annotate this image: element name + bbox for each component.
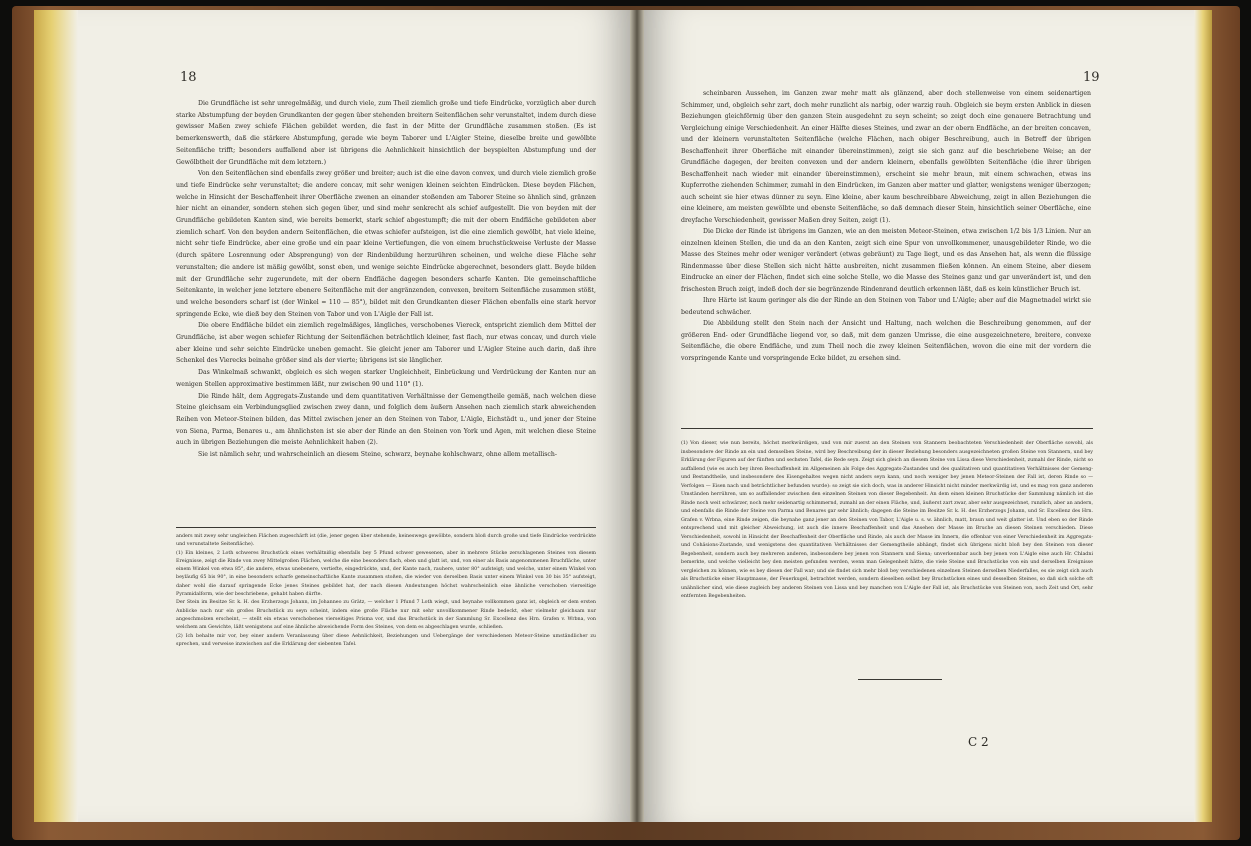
footnote-divider-left — [176, 527, 596, 528]
footnote-divider-right — [681, 428, 1093, 429]
paragraph: Die obere Endfläche bildet ein ziemlich regelmäßiges, längliches, verschobenes Viereck, entspricht ziemlich dem Mittel der Grundfläche, ist aber wegen schiefer Richtung der Seitenflächen beträchtlich kleiner, fast flach, nur etwas concav, und durch viele aber kleine und sehr seichte Eindrücke uneben gemacht. Sie gleicht jener am Taborer und L'Aigler Steine auch darin, daß ihre Schenkel des Vierecks beinahe größer sind als der vierte; übrigens ist sie länglicher. — [176, 322, 596, 365]
paragraph: Die Grundfläche ist sehr unregelmäßig, und durch viele, zum Theil ziemlich große und tiefe Eindrücke, vorzüglich aber durch starke Abstumpfung der beyden Grundkanten der gegen über stehenden breitern Seitenflächen sehr verunstaltet, indem durch diese gewisser Maßen zwey schiefe Flächen gebildet werden, die fast in der Mitte der Grundfläche zusammen stoßen. (Es ist bemerkenswerth, daß die stärkere Abstumpfung, gerade wie beym Taborer und L'Aigler Steine, dieselbe breite und gewölbte Seitenfläche trifft; besonders auffallend aber ist übrigens die Aehnlichkeit hinsichtlich der beyspielten Abstumpfung und der Gewölbtheit der Grundfläche mit dem letztern.) — [176, 100, 596, 166]
paragraph: Die Rinde hält, dem Aggregats-Zustande und dem quantitativen Verhältnisse der Gemengtheile gemäß, nach welchen diese Steine gleichsam ein Verbindungsglied zwischen zwey dann, und folglich dem äußern Ansehen nach ziemlich stark abweichenden Reihen von Meteor-Steinen bilden, das Mittel zwischen jener an den Steinen von Tabor, L'Aigle, Eichstädt u., und jener der Steine von Siena, Parma, Benares u., am ähnlichsten ist sie aber der Rinde an den Steinen von York und Agen, mit welchen diese Steine auch in übrigen Beziehungen die meiste Aehnlichkeit haben (2). — [176, 392, 596, 447]
paragraph: Von den Seitenflächen sind ebenfalls zwey größer und breiter; auch ist die eine davon convex, und durch viele ziemlich große und tiefe Eindrücke sehr verunstaltet; die andere concav, mit sehr wenigen kleinen seichten Eindrücken. Diese beyden Flächen, welche in Hinsicht der Beschaffenheit ihrer Oberfläche zwenen an einander stoßenden am Taborer Steine so ähnlich sind, gränzen hier nicht an einander, sondern stehen sich gegen über, und sind mehr senkrecht als schief aufgestellt. Die von beyden mit der Grundfläche gebildeten Kanten sind, wie bereits bemerkt, stark schief abgestumpft; die mit der obern Endfläche gebildeten aber ziemlich scharf. Von den beyden andern Seitenflächen, die etwas schiefer aufsteigen, ist die eine ziemlich gewölbt, hat viele kleine, nicht sehr tiefe Eindrücke, aber eine große und ein paar kleine Vertiefungen, die von einem bruchstückweise Verluste der Masse (durch spätere Losrennung oder Absprengung) von der Rindenbildung herzurühren scheinen, und welche diese Fläche sehr verunstalten; die andere ist mäßig gewölbt, sonst eben, und wenige seichte Eindrücke abgerechnet, besonders glatt. Beyde bilden mit der Grundfläche sehr zugerundete, mit der obern Endfläche dagegen besonders scharfe Kanten. Die gemeinschaftliche Seitenkante, in welcher jene letztere ebenere Seitenfläche mit der angränzenden, convexen, breitern Seitenfläche zusammen stößt, und welche besonders scharf ist (der Winkel = 110 — 85°), bildet mit den Grundkanten dieser Flächen ebenfalls eine stark hervor springende Ecke, wie dieß bey den Steinen von Tabor und von L'Aigle der Fall ist. — [176, 170, 596, 318]
signature-mark: C 2 — [968, 735, 989, 749]
page-number-left: 18 — [180, 70, 197, 85]
left-page-gilt-edge — [34, 10, 78, 822]
footnote: (1) Von dieser, wie nun bereits, höchst merkwürdigen, und von mir zuerst an den Steinen von Stannern beobachteten Verschiedenheit der Oberfläche sowohl, als insbesondere der Rinde an ein und demselben Steine, wird bey Beschreibung der in dieser Beziehung besonders ausgezeichneten großen Steine von Stannern, und bey Erklärung der Figuren auf der fünften und sechsten Tafel, die Rede seyn. Zeigt sich gleich an diesem Steine von Lissa diese Verschiedenheit, zumahl der Rinde, nicht so auffallend (wie es auch bey ihren Beschaffenheit im Allgemeinen als Folge des Aggregats-Zustandes und des qualitativen und quantitativen Verhältnisses der Gemeng- und Bestandtheile, und insbesondere des Eisengehaltes wegen nicht anders seyn kann, und noch weniger bey jenen Meteor-Steinen der Fall ist, deren Rinde so — Verfolgen — Eisen nach und beträchtlicher befunden wurde): so zeigt sie sich doch, was in anderer Hinsicht nicht minder merkwürdig ist, und es mag von ganz anderen Umständen herrühren, um so auffallender zwischen den einzelnen Steinen von dieser Begebenheit. An dem einen kleinen Bruchstücke der Sammlung nämlich ist die Rinde noch weit schwärzer, noch mehr seidenartig schimmernd, zumahl an der einen Fläche, und, äußerst zart zwar, aber sehr ausgezeichnet, runzlich, aber an andern, und ebenfalls die Rinde der Steine von Parma und Benares gar sehr ähnlich; dagegen die Steine im Besitze Sr. k. H. des Erzherzogs Johann, und Sr. Excellenz des Hrn. Grafen v. Wrbna, eine Rinde zeigen, die beynahe ganz jener an den Steinen von Tabor, L'Aigle u. s. w. ähnlich, matt, braun und weit glatter ist. Und eben so der Rinde entsprechend und mit gleicher Abweichung, ist auch die innere Beschaffenheit und das Ansehen der Masse im Bruche an diesen Steinen verschieden. Diese Verschiedenheit, sowohl in Hinsicht der Beschaffenheit der Oberfläche und Rinde, als auch der Masse im Innern, die offenbar von einer Verschiedenheit im Aggregats- und Cohäsions-Zustande, und wenigstens des quantitativen Verhältnisses der Gemengtheile abhängt, findet sich übrigens nicht bloß bey den Steinen von dieser Begebenheit, sondern auch bey mehreren anderen, insbesondere bey jenen von Stannern und Siena; unverkennbar auch bey jenen von L'Aigle eine auch Hr. Chladni bemerkte, und welche vielleicht bey den meisten gefunden werden, wenn man Gelegenheit hätte, die viele Steine und Bruchstücke von ein und derselben Ereignisse vergleichen zu können, wie es bey diesen der Fall war; und sie findet sich mehr bloß bey verschiedenen einzelnen Steinen derselben Niederfalles, es sie zeigt sich auch als Bruchstücke einer Hauptmasse, der Feuerkugel, betrachtet werden, sondern dieselben selbst bey Bruchstücken eines und desselben Steines, so daß sich solche oft unähnlicher sind, wie diese zugleich bey anderen Steinen von Lissa und bey manchen von L'Aigle der Fall ist, als Bruchstücke von Steinen von, noch Zeit und Ort, sehr entfernten Begebenheiten. — [681, 441, 1093, 599]
footnote: Der Stein im Besitze Sr. k. H. des Erzherzogs Johann, im Johanneo zu Grätz, — welcher 1 Pfund 7 Loth wiegt, und beynahe vollkommen ganz ist, obgleich er dem ersten Anblicke nach nur ein großes Bruchstück zu seyn scheint, indem eine große Fläche nur mit sehr unvollkommener Rinde bedeckt, eher vielmehr gleichsam nur angeschmolzen erscheint, — stellt ein etwas verschobenes vierseitiges Prisma vor, und das Bruchstück in der Sammlung Sr. Excellenz des Hrn. Grafen v. Wrbna, von welchem am Gewichte, läßt wenigstens auf eine ähnliche abweichende Form des Steines, von dem es abgeschlagen wurde, schließen. — [176, 600, 596, 631]
paragraph: Sie ist nämlich sehr, und wahrscheinlich an diesem Steine, schwarz, beynahe kohlschwarz, ohne allem metallisch- — [198, 451, 557, 459]
page-number-right: 19 — [1083, 70, 1100, 85]
footnote: anders mit zwey sehr ungleichen Flächen zugeschärft ist (die, jener gegen über stehende, keineswegs gewölbte, sondern bloß durch große und tiefe Eindrücke verdrückte und verunstaltete Seitenfläche). — [176, 534, 596, 548]
right-page-gilt-edge — [1194, 10, 1212, 822]
paragraph: Die Abbildung stellt den Stein nach der Ansicht und Haltung, nach welchen die Beschreibung genommen, auf der größeren End- oder Grundfläche liegend vor, so daß, mit dem ganzen Umrisse, die eine ausgezeichnetere, breitere, convexe Seitenfläche, die obere Endfläche, und zum Theil noch die zwey kleinen Seitenflächen, wovon die eine mit der vordern die vorspringende Kante und vorspringende Ecke bildet, zu ersehen sind. — [681, 320, 1091, 362]
right-footnotes — [681, 440, 1093, 602]
footnote: (2) Ich behalte mir vor, bey einer andern Veranlassung über diese Aehnlichkeit, Beziehungen und Uebergänge der verschiedenen Meteor-Steine umständlicher zu sprechen, und verweise inzwischen auf die Erklärung der siebenten Tafel. — [176, 633, 596, 647]
left-footnotes — [176, 533, 596, 649]
footnote: (1) Ein kleines, 2 Loth schweres Bruchstück eines verhältnißig ebenfalls bey 5 Pfund schwer gewesenen, aber in mehrere Stücke zerschlagenen Steines von diesem Ereignisse, zeigt die Rinde von zwey Mittelgroßen Flächen, welche die eine besonders flach, eben und glatt ist, und, von einer als Basis angenommenen Bruchfläche, unter einem Winkel von etwa 85°, die andere, etwas unebenere, vertiefte, eingedrückte, und, der Kante nach, rauhere, unter 80° aufsteigt; und welche, unter einem Winkel von beyläufig 65 bis 90°, in eine besonders scharfe gemeinschaftliche Kante zusammen stoßen, die wieder von derselben Basis unter einem Winkel von 30 bis 35° aufsteigt, daher wohl die darauf springende Ecke jenes Steines gebildet hat, der nach diesen Andeutungen höchst wahrscheinlich eine ähnliche verschoben vierseitige Pyramidalform, wie der beschriebene, gehabt haben dürfte. — [176, 550, 596, 598]
book-gutter — [630, 10, 644, 822]
left-body-text — [176, 98, 596, 461]
paragraph: scheinbaren Aussehen, im Ganzen zwar mehr matt als glänzend, aber doch stellenweise von einem seidenartigen Schimmer, und, obgleich sehr zart, doch mehr runzlicht als narbig, oder warzig rauh. Obgleich sie beym ersten Anblick in diesen Beziehungen gleichförmig über den ganzen Stein ausgedehnt zu seyn scheint; so zeigt doch eine genauere Betrachtung und Vergleichung einige Verschiedenheit. An einer Hälfte dieses Steines, und zwar an der obern Endfläche, an der breiten concaven, und der kleinern verunstalteten Seitenfläche (welche Flächen, nach obiger Beschreibung, auch in Betreff der übrigen Beschaffenheit ihrer Oberfläche mit einander übereinstimmen), zeigt sie sich ganz auf die beschriebene Weise; an der Grundfläche dagegen, der breiten convexen und der andern kleinern, ebenfalls gewölbten Seitenfläche (die ihrer übrigen Beschaffenheit nach wieder mit einander übereinstimmen), erscheint sie mehr braun, mit einem schwachen, etwas ins Kupferrothe ziehenden Schimmer, zumahl in den Eindrücken, im Ganzen aber matter und glatter, wenigstens weniger überzogen; auch scheint sie hier etwas dünner zu seyn. Eine kleine, aber kaum beschreibbare Abweichung, zeigt in allen Beziehungen die eine kleinere, am meisten gewölbte und ebenste Seitenfläche, so daß demnach dieser Stein, hinsichtlich seiner Oberfläche, eine dreyfache Verschiedenheit, gewisser Maßen drey Seiten, zeigt (1). — [681, 90, 1091, 224]
paragraph: Das Winkelmaß schwankt, obgleich es sich wegen starker Ungleichheit, Einbrückung und Verdrückung der Kanten nur an wenigen Stellen approximative bestimmen läßt, nur zwischen 90 und 110° (1). — [176, 369, 596, 388]
paragraph: Ihre Härte ist kaum geringer als die der Rinde an den Steinen von Tabor und L'Aigle; aber auf die Magnetnadel wirkt sie bedeutend schwächer. — [681, 297, 1091, 316]
right-body-text — [681, 88, 1091, 364]
paragraph: Die Dicke der Rinde ist übrigens im Ganzen, wie an den meisten Meteor-Steinen, etwa zwischen 1/2 bis 1/3 Linien. Nur an einzelnen kleinen Stellen, die und da an den Kanten, zeigt sich eine Spur von unvollkommener, unausgebildeter Rinde, wo die Masse des Steines mehr oder weniger verändert (etwas gebräunt) zu Tage liegt, und es das Ansehen hat, als wenn die flüssige Rindenmasse über diese Stellen sich nicht hätte ausbreiten, nicht zusammen fließen können. An einem Steine, aber diesem Eindrucke an einer der Flächen, findet sich eine solche Stelle, wo die Masse des Steines ganz und gar unverändert ist, und den frischesten Bruch zeigt, indeß doch der sie begränzende Rindenrand deutlich erkennen läßt, daß es kein künstlicher Bruch ist. — [681, 228, 1091, 293]
end-rule — [858, 679, 942, 680]
